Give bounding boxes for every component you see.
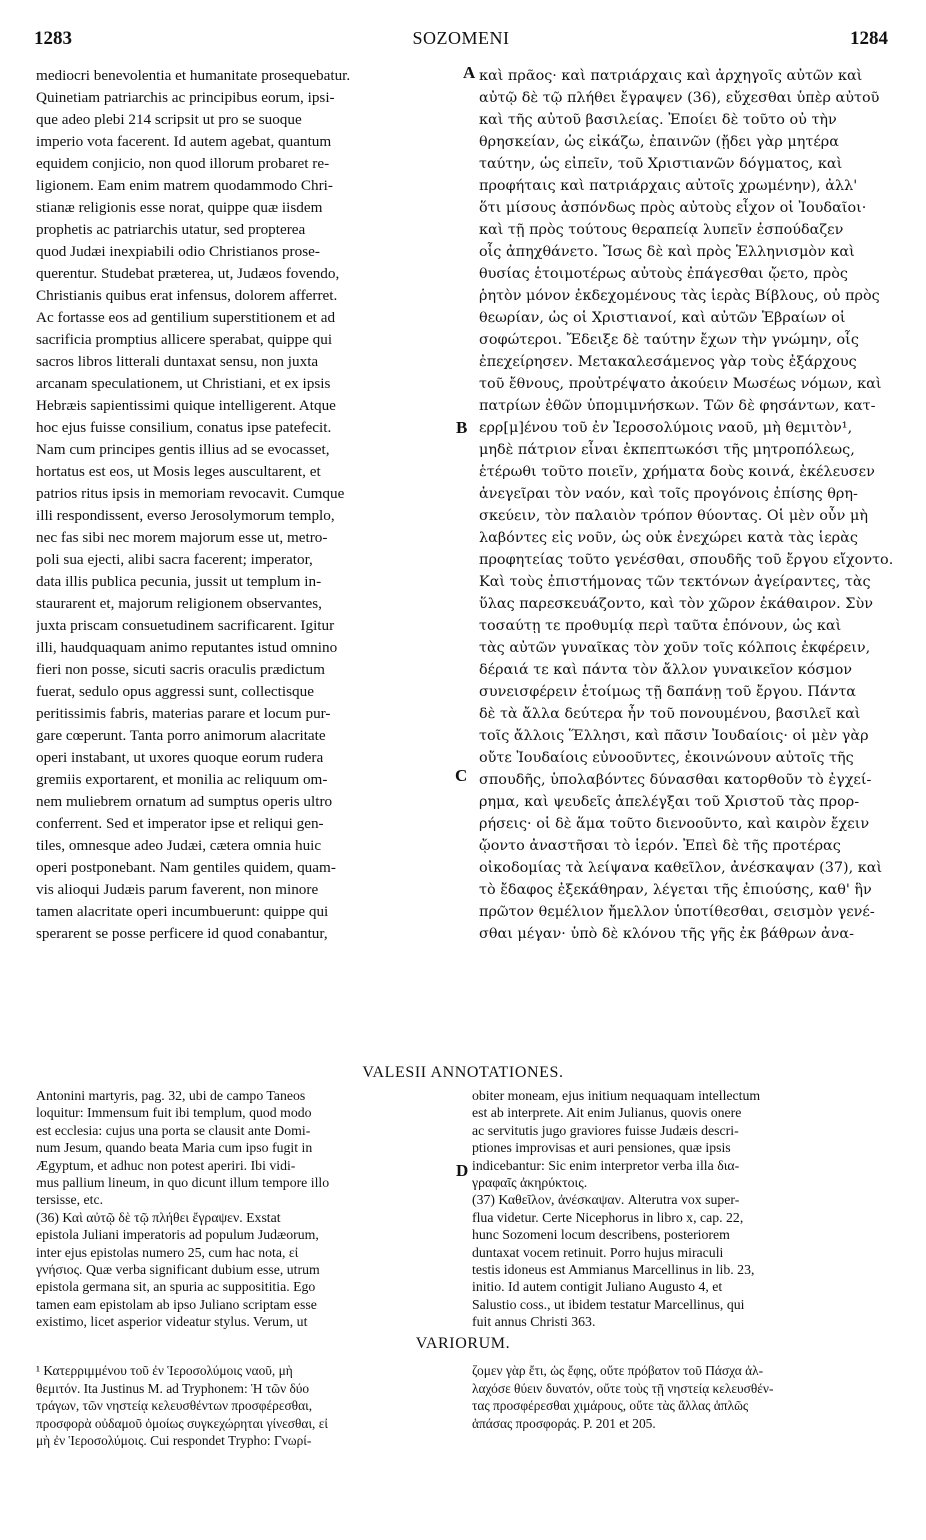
text-line: mediocri benevolentia et humanitate prosequebatur. bbox=[36, 67, 351, 84]
text-line: δέραιά τε καὶ πάντα τὸν ἄλλον γυναικεῖον κόσμον bbox=[479, 662, 853, 678]
text-line: arcanam speculationem, ut Christiani, et ex ipsis bbox=[36, 375, 331, 392]
text-line: σκεύειν, τὸν παλαιὸν τρόπον θύοντας. Οἱ μὲν οὖν μὴ bbox=[479, 508, 868, 524]
text-line: nec fas sibi nec morem majorum esse ut, metro- bbox=[36, 529, 328, 546]
text-line: Nam cum principes gentis illius ad se evocasset, bbox=[36, 441, 330, 458]
text-line: flua videtur. Certe Nicephorus in libro x, cap. 22, bbox=[472, 1209, 744, 1225]
text-line: hunc Sozomeni locum describens, posteriorem bbox=[472, 1227, 730, 1243]
text-line: τὰς αὐτῶν γυναῖκας τὸν χοῦν τοῖς κόλποις ἐκφέρειν, bbox=[479, 640, 871, 656]
text-line: indicebantur: Sic enim interpretor verba illa δια- bbox=[472, 1157, 740, 1173]
text-line: staurarent et, majorum religionem observantes, bbox=[36, 595, 322, 612]
text-line: σθαι μέγαν· ὑπὸ δὲ κλόνου τῆς γῆς ἐκ βάθρων ἀνα- bbox=[479, 926, 854, 942]
text-line: αὐτῷ δὲ τῷ πλήθει ἔγραψεν (36), εὔχεσθαι ὑπὲρ αὐτοῦ bbox=[479, 90, 880, 106]
text-line: fuerat, sedulo opus aggressi sunt, collectisque bbox=[36, 683, 314, 700]
text-line: Καὶ τοὺς ἐπιστήμονας τῶν τεκτόνων ἀγείραντες, τὰς bbox=[479, 574, 871, 590]
text-line: inter ejus epistolas numero 25, cum hac nota, εἰ bbox=[36, 1244, 299, 1260]
text-line: ζομεν γὰρ ἔτι, ὡς ἔφης, οὔτε πρόβατον τοῦ Πάσχα ἀλ- bbox=[472, 1363, 764, 1378]
text-line: existimo, licet asperior videatur stylus. Verum, ut bbox=[36, 1314, 308, 1330]
text-line: λαχόσε θύειν δυνατόν, οὔτε τοὺς τῇ νηστείᾳ κελευσθέν- bbox=[472, 1380, 774, 1396]
text-line: fieri non posse, sicuti sacris oraculis prædictum bbox=[36, 661, 325, 678]
text-line: δὲ τὰ ἄλλα δεύτερα ἦν τοῦ πονουμένου, βασιλεῖ καὶ bbox=[479, 706, 861, 722]
text-line: ᾤοντο ἀναστῆσαι τὸ ἱερόν. Ἐπεὶ δὲ τῆς προτέρας bbox=[479, 838, 841, 854]
text-line: καὶ τῇ πρὸς τούτους θεραπείᾳ λυπεῖν ἐσπούδαζεν bbox=[479, 222, 844, 238]
text-line: Salustio coss., ut ibidem testatur Marcellinus, qui bbox=[472, 1296, 745, 1312]
text-line: obiter moneam, ejus initium nequaquam intellectum bbox=[472, 1088, 761, 1103]
text-line: mus pallium lineum, in quo dicunt illum tempore illo bbox=[36, 1175, 330, 1191]
text-line: equidem conjicio, non quod illorum probaret re- bbox=[36, 155, 330, 172]
text-line: τοῖς ἄλλοις Ἕλλησι, καὶ πᾶσιν Ἰουδαίοις· οἱ μὲν γὰρ bbox=[479, 728, 869, 744]
text-line: stianæ religionis esse norat, quippe quæ iisdem bbox=[36, 199, 323, 216]
text-line: τας προσφέρεσθαι χιμάρους, οὔτε τὰς ἄλλας ἁπλῶς bbox=[472, 1398, 749, 1414]
text-line: σπουδῆς, ὑπολαβόντες δύνασθαι κατορθοῦν τὸ ἐγχεί- bbox=[479, 772, 872, 788]
variorum-notes-left-column bbox=[36, 1362, 454, 1450]
greek-text-column bbox=[479, 65, 893, 945]
text-line: tamen alacritate operi incumbuerunt: quippe qui bbox=[36, 903, 329, 920]
text-line: imperio vota facerent. Id autem agebat, quantum bbox=[36, 133, 332, 150]
text-line: προφητείας τοῦτο γενέσθαι, σπουδῆς τοῦ ἔργου εἴχοντο. bbox=[479, 552, 893, 568]
text-line: Ac fortasse eos ad gentilium superstitionem et ad bbox=[36, 309, 336, 326]
text-line: vis alioqui Judæis parum faverent, non minore bbox=[36, 881, 319, 898]
page-number-right: 1284 bbox=[850, 28, 888, 49]
text-line: est ecclesia: cujus una porta se clausit ante Domi- bbox=[36, 1122, 311, 1138]
page-number-left: 1283 bbox=[34, 28, 72, 49]
text-line: σοφώτεροι. Ἔδειξε δὲ ταύτην ἔχων τὴν γνώμην, οἷς bbox=[479, 332, 859, 348]
text-line: οὔτε Ἰουδαίοις εὐνοοῦντες, ἐκοινώνουν αὐτοῖς τῆς bbox=[479, 750, 854, 766]
text-line: hoc ejus fuisse consilium, conatus ipse patefecit. bbox=[36, 419, 332, 436]
text-line: μὴ ἐν Ἱεροσολύμοις. Cui respondet Trypho: Γνωρί- bbox=[36, 1433, 312, 1449]
text-line: Antonini martyris, pag. 32, ubi de campo Taneos bbox=[36, 1088, 306, 1103]
text-line: initio. Id autem contigit Juliano Augusto 4, et bbox=[472, 1279, 723, 1295]
text-line: que adeo plebi 214 scripsit ut pro se suoque bbox=[36, 111, 302, 128]
text-line: οἷς ἀπηχθάνετο. Ἴσως δὲ καὶ πρὸς Ἑλληνισμὸν καὶ bbox=[479, 244, 855, 260]
text-line: ligionem. Eam enim matrem quodammodo Chri- bbox=[36, 177, 333, 194]
text-line: ἀνεγεῖραι τὸν ναόν, καὶ τοῖς προγόνοις ἐπίσης θρη- bbox=[479, 486, 858, 502]
text-line: ρήσεις· οἱ δὲ ἅμα τοῦτο διενοοῦντο, καὶ καιρὸν ἔχειν bbox=[479, 816, 870, 832]
text-line: γραφαῖς ἀκηρύκτοις. bbox=[472, 1175, 588, 1191]
text-line: ρημα, καὶ ψευδεῖς ἀπελέγξαι τοῦ Χριστοῦ τὰς προρ- bbox=[479, 794, 860, 810]
text-line: (36) Καὶ αὐτῷ δὲ τῷ πλήθει ἔγραψεν. Exstat bbox=[36, 1209, 281, 1225]
text-line: ¹ Κατερριμμένου τοῦ ἐν Ἱεροσολύμοις ναοῦ, μὴ bbox=[36, 1363, 293, 1378]
text-line: sacrificia promptius allicere sperabat, quippe qui bbox=[36, 331, 333, 348]
text-line: (37) Καθεῖλον, ἀνέσκαψαν. Alterutra vox super- bbox=[472, 1192, 740, 1208]
text-line: operi instabant, ut uxores quoque eorum rudera bbox=[36, 749, 324, 766]
text-line: tersisse, etc. bbox=[36, 1192, 104, 1208]
text-line: nem muliebrem ornatum ad sumptus operis ultro bbox=[36, 793, 333, 810]
text-line: epistola germana sit, an spuria ac supposititia. Ego bbox=[36, 1279, 316, 1295]
text-line: θυσίας ἑτοιμοτέρως αὐτοὺς ἐπάγεσθαι ᾤετο, πρὸς bbox=[479, 266, 848, 282]
latin-text-column bbox=[36, 65, 454, 945]
text-line: num Jesum, quando beata Maria cum ipso fugit in bbox=[36, 1140, 313, 1156]
text-line: patrios ritus ipsis in memoriam revocavit. Cumque bbox=[36, 485, 345, 502]
text-line: θρησκείαν, ὡς εἰκάζω, ἐπαινῶν (ᾔδει γὰρ μητέρα bbox=[479, 134, 839, 150]
text-line: ἁπάσας προσφοράς. P. 201 et 205. bbox=[472, 1415, 656, 1431]
text-line: loquitur: Immensum fuit ibi templum, quod modo bbox=[36, 1105, 312, 1121]
variorum-notes-right-column bbox=[472, 1362, 892, 1432]
text-line: illi, haudquaquam animo reputantes istud omnino bbox=[36, 639, 338, 656]
text-line: poli sua ejecti, alibi sacra facerent; imperator, bbox=[36, 551, 313, 568]
text-line: προσφορὰ οὐδαμοῦ ὁμοίως συγκεχώρηται γίνεσθαι, εἰ bbox=[36, 1415, 328, 1431]
variorum-heading: VARIORUM. bbox=[415, 1335, 511, 1352]
text-line: quod Judæi inexpiabili odio Christianos prose- bbox=[36, 243, 320, 260]
text-line: ταύτην, ὡς εἰπεῖν, τοῦ Χριστιανῶν δόγματος, καὶ bbox=[479, 156, 843, 172]
text-line: συνεισφέρειν ἑτοίμως τῇ δαπάνῃ τοῦ ἔργου. Πάντα bbox=[479, 684, 857, 700]
text-line: ὅτι μίσους ἀσπόνδως πρὸς αὐτοὺς εἶχον οἱ Ἰουδαῖοι· bbox=[479, 200, 867, 216]
text-line: conferrent. Sed et imperator ipse et reliqui gen- bbox=[36, 815, 324, 832]
text-line: querentur. Studebat præterea, ut, Judæos fovendo, bbox=[36, 265, 340, 282]
text-line: peritissimis fabris, materias parare et locum pur- bbox=[36, 705, 331, 722]
valesii-notes-right-column bbox=[472, 1087, 892, 1331]
text-line: data illis publica pecunia, jussit ut templum in- bbox=[36, 573, 322, 590]
valesii-notes-left-column bbox=[36, 1087, 454, 1331]
text-line: gare cœperunt. Tanta porro animorum alacritate bbox=[36, 727, 326, 744]
text-line: πατρίων ἐθῶν ὑπομιμνήσκων. Τῶν δὲ φησάντων, κατ- bbox=[479, 398, 876, 414]
text-line: duntaxat vocem retinuit. Porro hujus miraculi bbox=[472, 1244, 724, 1260]
text-line: gremiis exportarent, et monilia ac reliquum om- bbox=[36, 771, 328, 788]
page-header bbox=[34, 28, 888, 54]
text-line: testis idoneus est Ammianus Marcellinus in lib. 23, bbox=[472, 1262, 755, 1278]
text-line: Hebræis sapientissimi quique intelligerent. Atque bbox=[36, 397, 336, 414]
text-line: tamen eam epistolam ab ipso Juliano scriptam esse bbox=[36, 1296, 317, 1312]
text-line: Christianis quibus erat infensus, dolorem afferret. bbox=[36, 287, 338, 304]
text-line: sperarent se posse perficere id quod conabantur, bbox=[36, 925, 328, 942]
text-line: οἰκοδομίας τὰ λείψανα καθεῖλον, ἀνέσκαψαν (37), καὶ bbox=[479, 860, 883, 876]
margin-marker-a: A bbox=[463, 63, 476, 82]
text-line: ὕλας παρεσκευάζοντο, καὶ τὸν χῶρον ἐκάθαιρον. Σὺν bbox=[479, 596, 873, 612]
text-line: Quinetiam patriarchis ac principibus eorum, ipsi- bbox=[36, 89, 335, 106]
margin-marker-d: D bbox=[456, 1161, 469, 1180]
text-line: tiles, omnesque adeo Judæi, cætera omnia huic bbox=[36, 837, 322, 854]
text-line: τὸ ἔδαφος ἐξεκάθηραν, λέγεται τῆς ἐπιούσης, καθ' ἣν bbox=[479, 882, 872, 898]
text-line: τοῦ ἔθνους, προὐτρέψατο ἀκούειν Μωσέως νόμων, καὶ bbox=[479, 376, 882, 392]
text-line: operi postponebant. Nam gentiles quidem, quam- bbox=[36, 859, 336, 876]
valesii-annotations-heading: VALESII ANNOTATIONES. bbox=[362, 1064, 564, 1081]
text-line: est ab interprete. Ait enim Julianus, quovis onere bbox=[472, 1105, 742, 1121]
text-line: καὶ πρᾶος· καὶ πατριάρχαις καὶ ἀρχηγοῖς αὐτῶν καὶ bbox=[479, 68, 863, 84]
text-line: ἐπεχείρησεν. Μετακαλεσάμενος γὰρ τοὺς ἐξάρχους bbox=[479, 354, 857, 370]
margin-marker-b: B bbox=[456, 418, 468, 437]
text-line: καὶ τῆς αὐτοῦ βασιλείας. Ἐποίει δὲ τοῦτο οὐ τὴν bbox=[479, 112, 837, 128]
text-line: τράγων, τῶν νηστείᾳ κελευσθέντων προσφέρεσθαι, bbox=[36, 1398, 313, 1414]
text-line: λαβόντες εἰς νοῦν, ὡς οὐκ ἐνεχώρει κατὰ τὰς ἱερὰς bbox=[479, 530, 858, 546]
text-line: illi respondissent, everso Jerosolymorum templo, bbox=[36, 507, 335, 524]
text-line: prophetis ac patriarchis utatur, sed propterea bbox=[36, 221, 306, 238]
text-line: epistola Juliani imperatoris ad populum Judæorum, bbox=[36, 1227, 319, 1243]
text-line: ἑτέρωθι τοῦτο ποιεῖν, χρήματα δοὺς κοινά, ἐκέλευσεν bbox=[479, 464, 875, 480]
text-line: sacros libros litterali duntaxat sensu, non juxta bbox=[36, 353, 319, 370]
text-line: θεμιτόν. Ita Justinus M. ad Tryphonem: Ἡ τῶν δύο bbox=[36, 1380, 310, 1396]
text-line: πρῶτον θεμέλιον ἤμελλον ὑποτίθεσθαι, σεισμὸν γενέ- bbox=[479, 904, 875, 920]
margin-marker-c: C bbox=[455, 766, 468, 785]
text-line: προφήταις καὶ πατριάρχαις αὐτοῖς χρωμένην), ἀλλ' bbox=[479, 178, 858, 194]
text-line: hortatus est eos, ut Mosis leges auscultarent, et bbox=[36, 463, 321, 480]
text-line: γνήσιος. Quæ verba significant dubium esse, utrum bbox=[36, 1262, 320, 1278]
text-line: ptiones improvisas et auri pensiones, quæ ipsis bbox=[472, 1140, 731, 1156]
running-title: SOZOMENI bbox=[412, 28, 510, 48]
text-line: μηδὲ πάτριον εἶναι ἐκπεπτωκόσι τῆς μητροπόλεως, bbox=[479, 442, 855, 458]
text-line: juxta priscam consuetudinem sacrificarent. Igitur bbox=[36, 617, 335, 634]
text-line: τοσαύτῃ τε προθυμίᾳ περὶ ταῦτα ἐπόνουν, ὡς καὶ bbox=[479, 618, 842, 634]
text-line: ερρ[μ]ένου τοῦ ἐν Ἱεροσολύμοις ναοῦ, μὴ θεμιτὸν¹, bbox=[479, 420, 853, 436]
text-line: ῥητὸν μόνον ἐκδεχομένους τὰς ἱερὰς Βίβλους, οὐ πρὸς bbox=[479, 288, 880, 304]
text-line: ac servitutis jugo graviores fuisse Judæis descri- bbox=[472, 1122, 739, 1138]
text-line: Ægyptum, et adhuc non potest aperiri. Ibi vidi- bbox=[36, 1157, 296, 1173]
text-line: fuit annus Christi 363. bbox=[472, 1314, 596, 1330]
text-line: θεωρίαν, ὡς οἱ Χριστιανοί, καὶ αὐτῶν Ἑβραίων οἱ bbox=[479, 310, 846, 326]
